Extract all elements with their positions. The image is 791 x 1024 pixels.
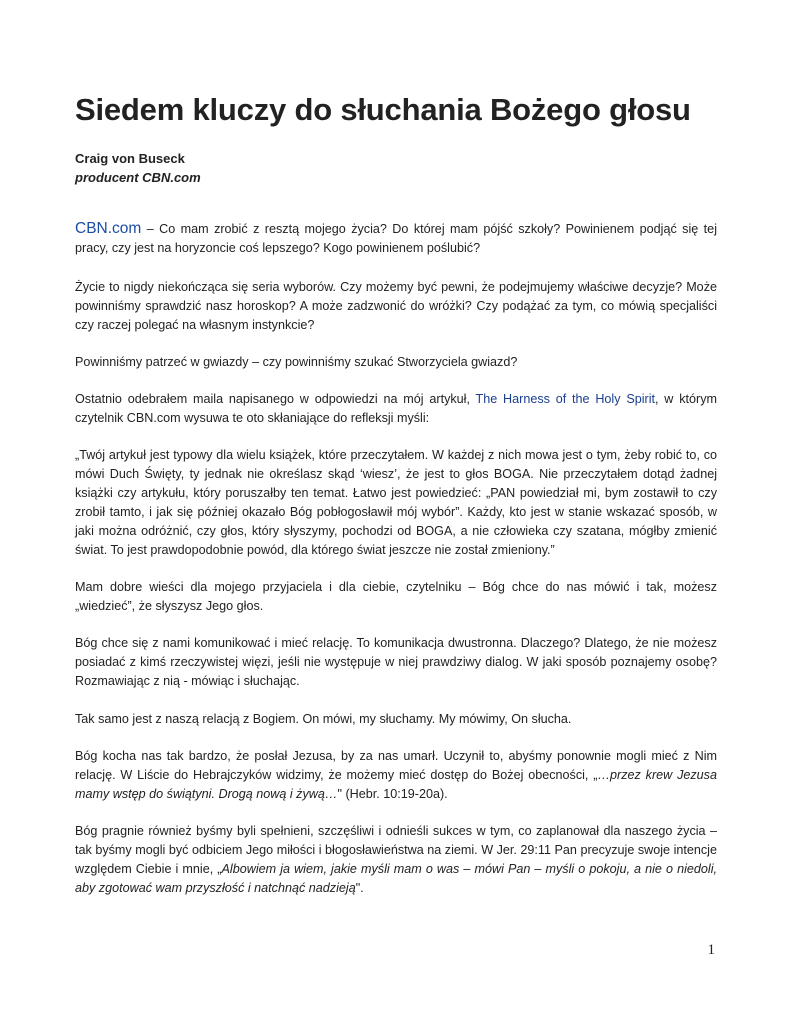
page-number: 1: [707, 942, 715, 958]
paragraph-9: [75, 747, 717, 804]
paragraph-10: [75, 822, 717, 898]
author-name: Craig von Buseck: [75, 151, 185, 166]
article-link[interactable]: The Harness of the Holy Spirit: [475, 392, 656, 407]
paragraph-10-after: ".: [355, 880, 364, 895]
paragraph-6: Mam dobre wieści dla mojego przyjaciela i dla ciebie, czytelniku – Bóg chce do nas mówić i tak, możesz „wiedzieć”, że słyszysz Jego głos.: [75, 580, 717, 614]
paragraph-2: Życie to nigdy niekończąca się seria wyborów. Czy możemy być pewni, że podejmujemy właściwe decyzje? Może powinniśmy sprawdzić nasz horoskop? A może zadzwonić do wróżki? Czy podążać za tym, co mówią specjaliści czy raczej polegać na własnym instynkcie?: [75, 279, 717, 332]
paragraph-9-before: Bóg kocha nas tak bardzo, że posłał Jezusa, by za nas umarł. Uczynił to, abyśmy ponownie mogli mieć z Nim relację. W Liście do Hebrajczyków widzimy, że możemy mieć dostęp do Bożej obecności, „: [75, 748, 717, 782]
cbn-link[interactable]: CBN.com: [75, 220, 142, 237]
scripture-quote-jeremiah: Albowiem ja wiem, jakie myśli mam o was – mówi Pan – myśli o pokoju, a nie o niedoli, aby zgotować wam przyszłość i natchnąć nadzieją: [75, 861, 717, 895]
article-body: [75, 220, 717, 916]
paragraph-1-text: – Co mam zrobić z resztą mojego życia? Do której mam pójść szkoły? Powinienem podjąć się tej pracy, czy jest na horyzoncie coś lepszego? Kogo powinienem poślubić?: [75, 222, 717, 255]
author-block: [75, 149, 201, 187]
paragraph-4-before: Ostatnio odebrałem maila napisanego w odpowiedzi na mój artykuł,: [75, 392, 476, 407]
paragraph-3: Powinniśmy patrzeć w gwiazdy – czy powinniśmy szukać Stworzyciela gwiazd?: [75, 354, 518, 369]
paragraph-7: Bóg chce się z nami komunikować i mieć relację. To komunikacja dwustronna. Dlaczego? Dlatego, że nie możesz posiadać z kimś rzeczywistej więzi, jeśli nie występuje w niej prawdziwy dialog. W jaki sposób poznajemy osobę? Rozmawiając z nią - mówiąc i słuchając.: [75, 636, 717, 689]
paragraph-4: [75, 390, 717, 428]
document-title: Siedem kluczy do słuchania Bożego głosu: [75, 92, 691, 127]
paragraph-9-after: " (Hebr. 10:19-20a).: [337, 786, 448, 801]
author-role: producent CBN.com: [75, 170, 201, 185]
paragraph-10-before: Bóg pragnie również byśmy byli spełnieni, szczęśliwi i odnieśli sukces w tym, co zaplanował dla naszego życia – tak byśmy mogli być odbiciem Jego miłości i błogosławieństwa na ziemi. W Jer. 29:11 Pan precyzuje swoje intencje względem Ciebie i mnie, „: [75, 823, 717, 876]
paragraph-8: Tak samo jest z naszą relacją z Bogiem. On mówi, my słuchamy. My mówimy, On słucha.: [75, 711, 572, 726]
paragraph-5-quote: „Twój artykuł jest typowy dla wielu książek, które przeczytałem. W każdej z nich mowa jest o tym, żeby robić to, co mówi Duch Święty, ty jednak nie określasz skąd ‘wiesz’, że jest to głos BOGA. Nie przeczytałem dotąd żadnej książki czy artykułu, który poruszałby ten temat. Łatwo jest powiedzieć: „PAN powiedział mi, bym zostawił to czy zrobił tamto, i jak się później okazało Bóg pobłogosławił mój wybór”. Każdy, kto jest w stanie wskazać sposób, w jaki można odróżnić, czy głos, który słyszymy, pochodzi od BOGA, a nie człowieka czy szatana, mógłby zmienić świat. To jest prawdopodobnie powód, dla którego świat jeszcze nie został zmieniony.”: [75, 448, 717, 557]
paragraph-4-after: , w którym czytelnik CBN.com wysuwa te oto skłaniające do refleksji myśli:: [75, 392, 717, 426]
scripture-quote-hebrews: …przez krew Jezusa mamy wstęp do świątyni. Drogą nową i żywą…: [75, 767, 717, 801]
paragraph-1: [75, 220, 717, 258]
